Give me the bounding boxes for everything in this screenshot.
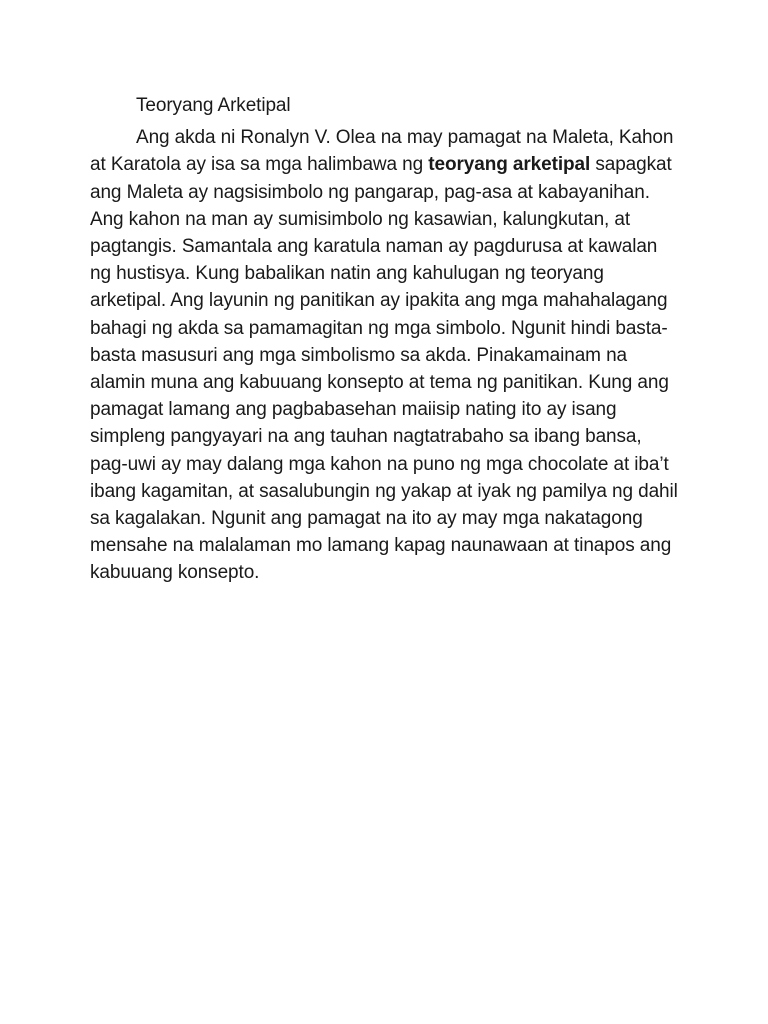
document-paragraph <box>90 124 680 586</box>
paragraph-text-before-bold: Ang akda ni Ronalyn V. Olea na may pamagat na Maleta, Kahon at Karatola ay isa sa mga halimbawa ng <box>90 127 674 176</box>
document-title: Teoryang Arketipal <box>136 95 291 116</box>
paragraph-bold-term: teoryang arketipal <box>428 154 591 176</box>
document-body <box>90 92 680 587</box>
paragraph-text-after-bold: sapagkat ang Maleta ay nagsisimbolo ng pangarap, pag-asa at kabayanihan. Ang kahon na man ay sumisimbolo ng kasawian, kalungkutan, at pagtangis. Samantala ang karatula naman ay pagdurusa at kawalan ng hustisya. Kung babalikan natin ang kahulugan ng teoryang arketipal. Ang layunin ng panitikan ay ipakita ang mga mahahalagang bahagi ng akda sa pamamagitan ng mga simbolo. Ngunit hindi basta-basta masusuri ang mga simbolismo sa akda. Pinakamainam na alamin muna ang kabuuang konsepto at tema ng panitikan. Kung ang pamagat lamang ang pagbabasehan maiisip nating ito ay isang simpleng pangyayari na ang tauhan nagtatrabaho sa ibang bansa, pag-uwi ay may dalang mga kahon na puno ng mga chocolate at iba’t ibang kagamitan, at sasalubungin ng yakap at iyak ng pamilya ng dahil sa kagalakan. Ngunit ang pamagat na ito ay may mga nakatagong mensahe na malalaman mo lamang kapag naunawaan at tinapos ang kabuuang konsepto. <box>90 154 678 584</box>
